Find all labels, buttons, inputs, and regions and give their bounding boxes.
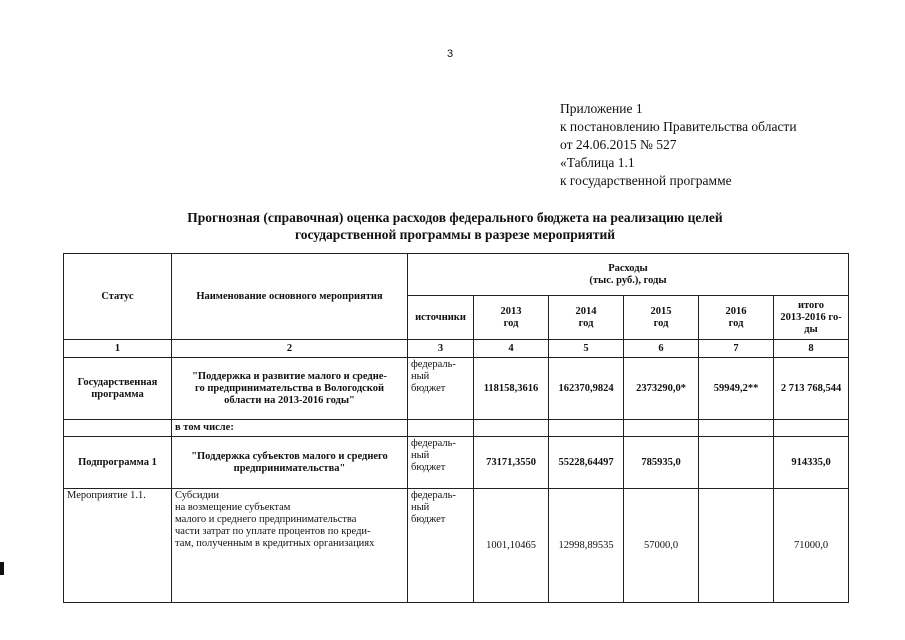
appendix-block	[560, 100, 797, 190]
row-name	[172, 358, 408, 420]
source-line: ный	[411, 502, 430, 513]
header-status: Статус	[64, 254, 172, 340]
header-expenses-unit: (тыс. руб.), годы	[589, 274, 667, 286]
row-name	[172, 437, 408, 489]
col-number: 5	[549, 340, 624, 358]
empty-cell	[624, 420, 699, 437]
header-year-2016	[699, 296, 774, 340]
empty-cell	[64, 420, 172, 437]
table-row	[64, 437, 849, 489]
row-source	[408, 437, 474, 489]
value-2016: 59949,2**	[699, 358, 774, 420]
col-number: 3	[408, 340, 474, 358]
col-number: 1	[64, 340, 172, 358]
name-line: "Поддержка субъектов малого и среднего	[191, 450, 388, 462]
value-2013: 73171,3550	[474, 437, 549, 489]
table-row	[64, 358, 849, 420]
year-value: 2013	[500, 305, 522, 317]
empty-cell	[699, 420, 774, 437]
empty-cell	[549, 420, 624, 437]
row-source	[408, 489, 474, 603]
name-line: Субсидии	[175, 490, 220, 501]
name-line: малого и среднего предпринимательства	[175, 514, 357, 525]
source-line: бюджет	[411, 514, 446, 525]
year-value: 2014	[575, 305, 597, 317]
name-line: "Поддержка и развитие малого и средне-	[192, 370, 387, 382]
name-line: части затрат по уплате процентов по креди-	[175, 526, 371, 537]
name-line: области на 2013-2016 годы"	[224, 394, 355, 406]
appendix-line: Приложение 1	[560, 101, 643, 116]
row-status	[64, 358, 172, 420]
empty-cell	[474, 420, 549, 437]
source-line: бюджет	[411, 462, 446, 473]
title-line: Прогнозная (справочная) оценка расходов федерального бюджета на реализацию целей	[187, 210, 723, 225]
source-line: ный	[411, 371, 430, 382]
row-source	[408, 358, 474, 420]
row-name	[172, 489, 408, 603]
empty-cell	[408, 420, 474, 437]
value-2014: 55228,64497	[549, 437, 624, 489]
value-2013: 118158,3616	[474, 358, 549, 420]
row-status: Подпрограмма 1	[64, 437, 172, 489]
name-line: предпринимательства"	[233, 462, 346, 474]
source-line: бюджет	[411, 383, 446, 394]
name-line: там, полученным в кредитных организациях	[175, 538, 375, 549]
header-sources: источники	[408, 296, 474, 340]
appendix-line: к постановлению Правительства области	[560, 119, 797, 134]
total-tail: ды	[804, 323, 818, 335]
value-2014: 12998,89535	[549, 489, 624, 603]
value-2013: 1001,10465	[474, 489, 549, 603]
source-line: федераль-	[411, 438, 456, 449]
status-line: программа	[91, 388, 144, 400]
table-row	[64, 489, 849, 603]
value-total: 2 713 768,544	[774, 358, 849, 420]
value-2016	[699, 437, 774, 489]
col-number: 8	[774, 340, 849, 358]
year-word: год	[728, 317, 744, 329]
value-2015: 785935,0	[624, 437, 699, 489]
table-row	[64, 420, 849, 437]
total-word: итого	[797, 299, 825, 311]
source-line: федераль-	[411, 490, 456, 501]
header-total	[774, 296, 849, 340]
document-title	[60, 209, 850, 243]
year-word: год	[653, 317, 669, 329]
header-expenses	[408, 254, 849, 296]
year-word: год	[503, 317, 519, 329]
value-2015: 57000,0	[624, 489, 699, 603]
status-line: Государственная	[77, 376, 158, 388]
year-word: год	[578, 317, 594, 329]
title-line: государственной программы в разрезе мероприятий	[294, 227, 616, 242]
name-line: на возмещение субъектам	[175, 502, 291, 513]
header-year-2014	[549, 296, 624, 340]
total-range: 2013-2016 го-	[780, 311, 842, 323]
col-number: 4	[474, 340, 549, 358]
appendix-line: к государственной программе	[560, 173, 732, 188]
header-expenses-label: Расходы	[608, 262, 648, 274]
col-number: 2	[172, 340, 408, 358]
row-status: Мероприятие 1.1.	[64, 489, 172, 603]
expenses-table	[63, 253, 849, 603]
header-year-2013	[474, 296, 549, 340]
appendix-line: от 24.06.2015 № 527	[560, 137, 677, 152]
value-2016	[699, 489, 774, 603]
value-total: 914335,0	[774, 437, 849, 489]
appendix-line: «Таблица 1.1	[560, 155, 635, 170]
empty-cell	[774, 420, 849, 437]
page-number: 3	[447, 48, 454, 60]
col-number: 7	[699, 340, 774, 358]
value-2014: 162370,9824	[549, 358, 624, 420]
value-2015: 2373290,0*	[624, 358, 699, 420]
header-year-2015	[624, 296, 699, 340]
name-line: го предпринимательства в Вологодской	[194, 382, 384, 394]
value-total: 71000,0	[774, 489, 849, 603]
header-name: Наименование основного мероприятия	[172, 254, 408, 340]
source-line: ный	[411, 450, 430, 461]
col-number: 6	[624, 340, 699, 358]
including-label: в том числе:	[172, 420, 408, 437]
source-line: федераль-	[411, 359, 456, 370]
year-value: 2016	[725, 305, 747, 317]
scan-edge-mark	[0, 562, 4, 575]
year-value: 2015	[650, 305, 672, 317]
